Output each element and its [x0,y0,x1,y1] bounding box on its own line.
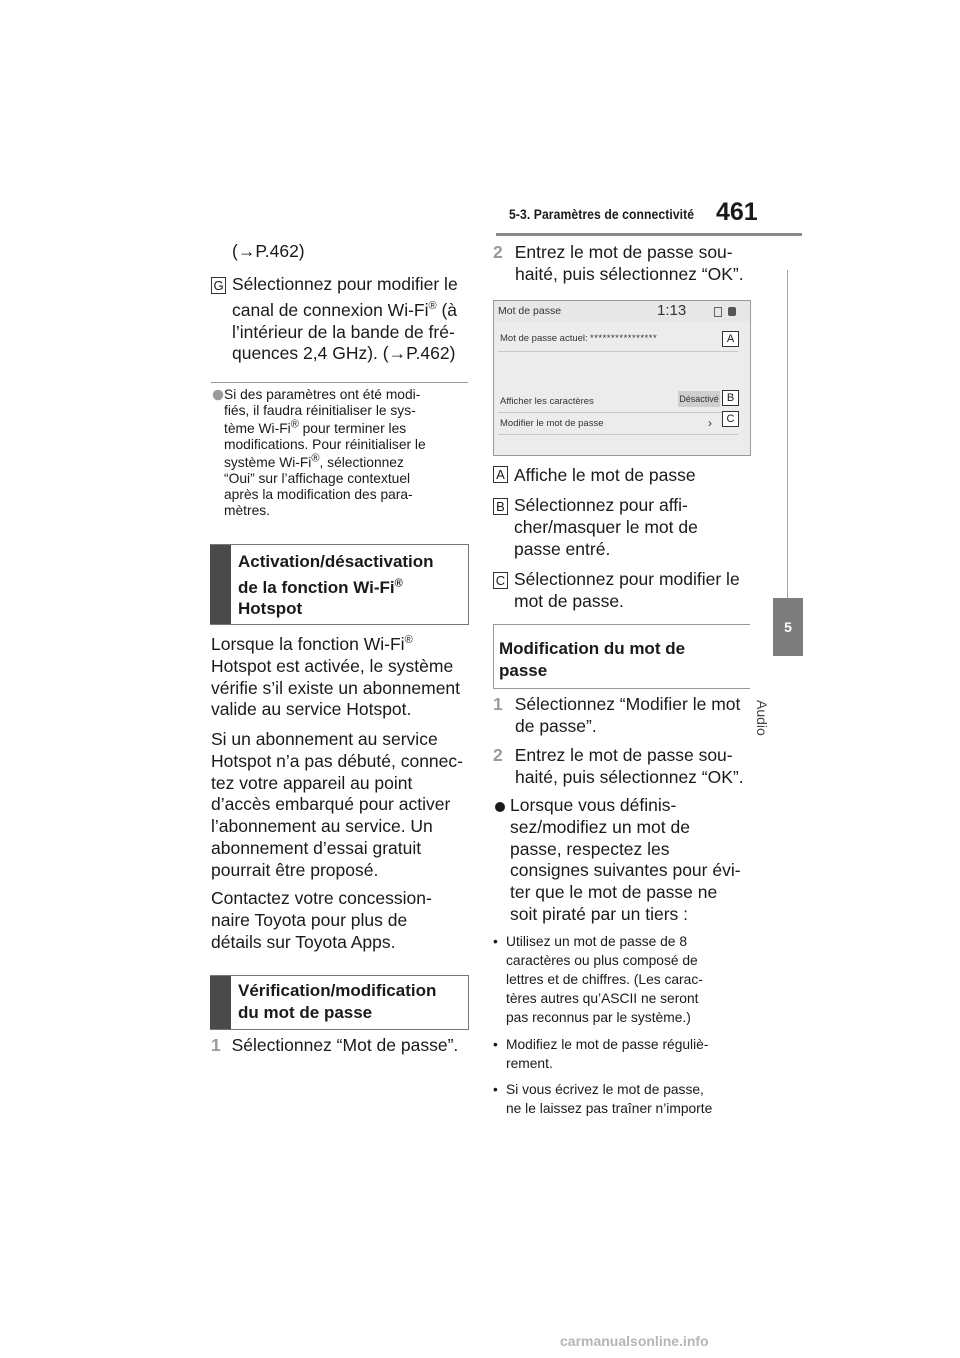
page-number: 461 [716,198,758,226]
heading3-left-rule [493,624,494,688]
chapter-label: Audio [754,700,770,736]
marker-a: A [722,331,739,347]
para-contact: Contactez votre concession- naire Toyota pour plus de détails sur Toyota Apps. [211,888,432,952]
section-title: 5-3. Paramètres de connectivité [509,207,695,222]
item-b-text: Sélectionnez pour affi- cher/masquer le mot de passe entré. [514,495,698,559]
signal-icon [714,307,722,317]
right-step-2: 2 Entrez le mot de passe sou- haité, puis sélectionnez “OK”. [493,242,744,284]
item-c-marker: C [493,572,508,590]
header-rule [496,233,802,236]
note-text: Si des paramètres ont été modi- fiés, il faudra réinitialiser le sys- tème Wi-Fi® pour terminer les modifications. Pour réinitialiser le système Wi-Fi®, sélectionnez “Oui” sur l’affichage contextuel après la modification des para- mètres. [224,387,426,518]
item-a-marker: A [493,466,508,484]
para-hotspot: Lorsque la fonction Wi-Fi® Hotspot est activée, le système vérifie s’il existe un abonnement valide au service Hotspot. [211,634,461,720]
screen-title-bar [494,301,750,323]
current-password-label: Mot de passe actuel: [500,333,588,344]
rule-item-2: • Modifiez le mot de passe réguliè- rement. [493,1037,709,1071]
left-step-1: 1 Sélectionnez “Mot de passe”. [211,1035,459,1055]
heading-bar [210,545,231,624]
note-rule [211,382,468,383]
watermark: carmanualsonline.info [560,1333,709,1349]
current-password-value: **************** [590,333,658,344]
screen-title: Mot de passe [498,305,562,317]
rule-item-1: • Utilisez un mot de passe de 8 caractères ou plus composé de lettres et de chiffres. (Les carac- tères autres qu’ASCII ne seront pas reconnus par le système.) [493,934,703,1025]
item-a-text: Affiche le mot de passe [514,465,696,485]
right-step-1: 1 Sélectionnez “Modifier le mot de passe”. [493,694,741,736]
modify-password-label: Modifier le mot de passe [500,418,604,429]
row-current-password [498,327,738,352]
heading-modify-password: Modification du mot de passe [499,639,686,680]
chevron-right-icon: › [708,416,712,430]
heading-wifi-hotspot: Activation/désactivation de la fonction Wi-Fi® Hotspot [210,544,469,625]
right-step-2b: 2 Entrez le mot de passe sou- haité, puis sélectionnez “OK”. [493,745,744,787]
heading-password: Vérification/modification du mot de passe [210,975,469,1030]
marker-c: C [722,411,739,427]
item-g-text: Sélectionnez pour modifier le canal de connexion Wi-Fi® (à l’intérieur de la bande de fré- quences 2,4 GHz). (→P.462) [232,274,458,364]
chapter-tab[interactable] [773,598,803,656]
screen-clock: 1:13 [657,302,687,319]
heading3-bottom-rule [493,688,750,689]
side-tab-line [787,270,788,598]
rule-item-3: • Si vous écrivez le mot de passe, ne le laissez pas traîner n’importe [493,1082,713,1116]
heading-bar [210,976,231,1029]
show-chars-toggle[interactable]: Désactivé [678,391,720,407]
ref-line: (→P.462) [232,241,305,261]
row-modify-password[interactable] [498,411,738,435]
item-c-text: Sélectionnez pour modifier le mot de passe. [514,569,740,611]
heading3-top-rule [493,624,750,625]
battery-icon [728,307,736,316]
bullet-dot-icon [495,802,505,812]
item-g-marker: G [211,277,226,295]
item-b-marker: B [493,498,508,516]
show-chars-label: Afficher les caractères [500,396,594,407]
marker-b: B [722,390,739,406]
chapter-number: 5 [784,619,792,635]
note-bullet-icon [213,390,224,401]
para-subscription: Si un abonnement au service Hotspot n’a pas débuté, connec- tez votre appareil au point d’accès embarqué pour activer l’abonnement au service. Un abonnement d’essai gratuit pourrait être proposé. [211,729,463,880]
password-rules-intro: Lorsque vous définis- sez/modifiez un mot de passe, respectez les consignes suivantes pour évi- ter que le mot de passe ne soit piraté par un tiers : [510,795,741,924]
password-screen [493,300,751,456]
row-show-chars[interactable] [498,389,738,413]
